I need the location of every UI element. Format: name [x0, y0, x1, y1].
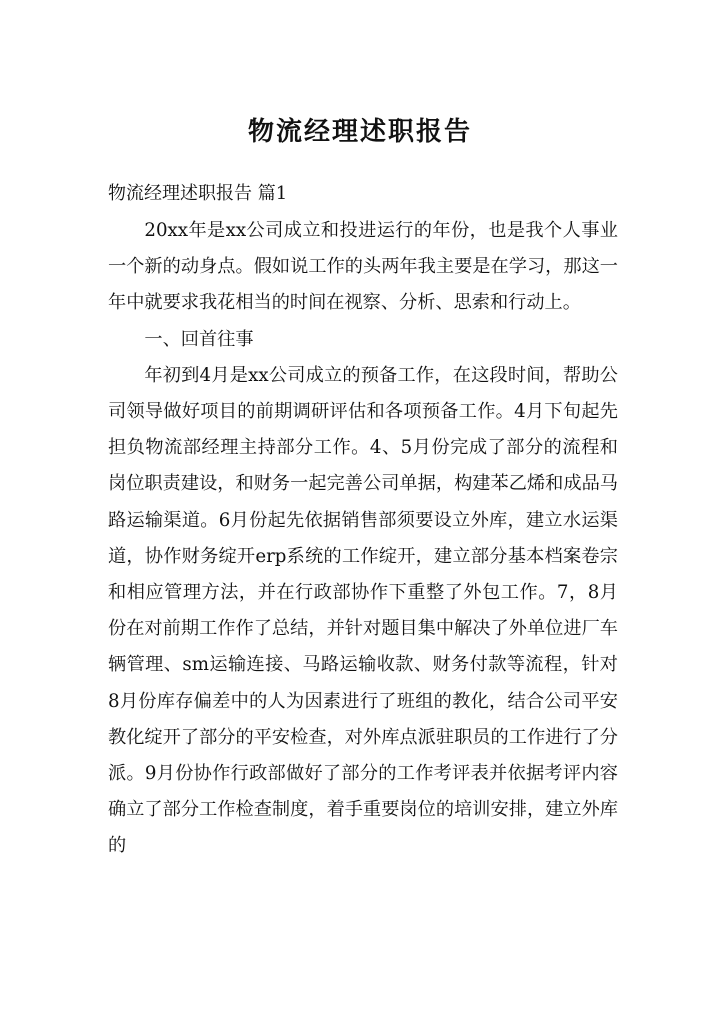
- document-body: [108, 213, 618, 865]
- paragraph-intro: 20xx年是xx公司成立和投进运行的年份，也是我个人事业一个新的动身点。假如说工作的头两年我主要是在学习，那这一年中就要求我花相当的时间在视察、分析、思索和行动上。: [108, 220, 618, 314]
- paragraph-review: 年初到4月是xx公司成立的预备工作，在这段时间，帮助公司领导做好项目的前期调研评估和各项预备工作。4月下旬起先担负物流部经理主持部分工作。4、5月份完成了部分的流程和岗位职责建设，和财务一起完善公司单据，构建苯乙烯和成品马路运输渠道。6月份起先依据销售部须要设立外库，建立水运渠道，协作财务绽开erp系统的工作绽开，建立部分基本档案卷宗和相应管理方法，并在行政部协作下重整了外包工作。7，8月份在对前期工作作了总结，并针对题目集中解决了外单位进厂车辆管理、sm运输连接、马路运输收款、财务付款等流程，针对8月份库存偏差中的人为因素进行了班组的教化，结合公司平安教化绽开了部分的平安检查，对外库点派驻职员的工作进行了分派。9月份协作行政部做好了部分的工作考评表并依据考评内容确立了部分工作检查制度，着手重要岗位的培训安排，建立外库的: [108, 364, 618, 857]
- document-subtitle: 物流经理述职报告 篇1: [108, 183, 288, 204]
- section-heading: 一、回首往事: [144, 328, 254, 350]
- document-title: 物流经理述职报告: [247, 117, 472, 147]
